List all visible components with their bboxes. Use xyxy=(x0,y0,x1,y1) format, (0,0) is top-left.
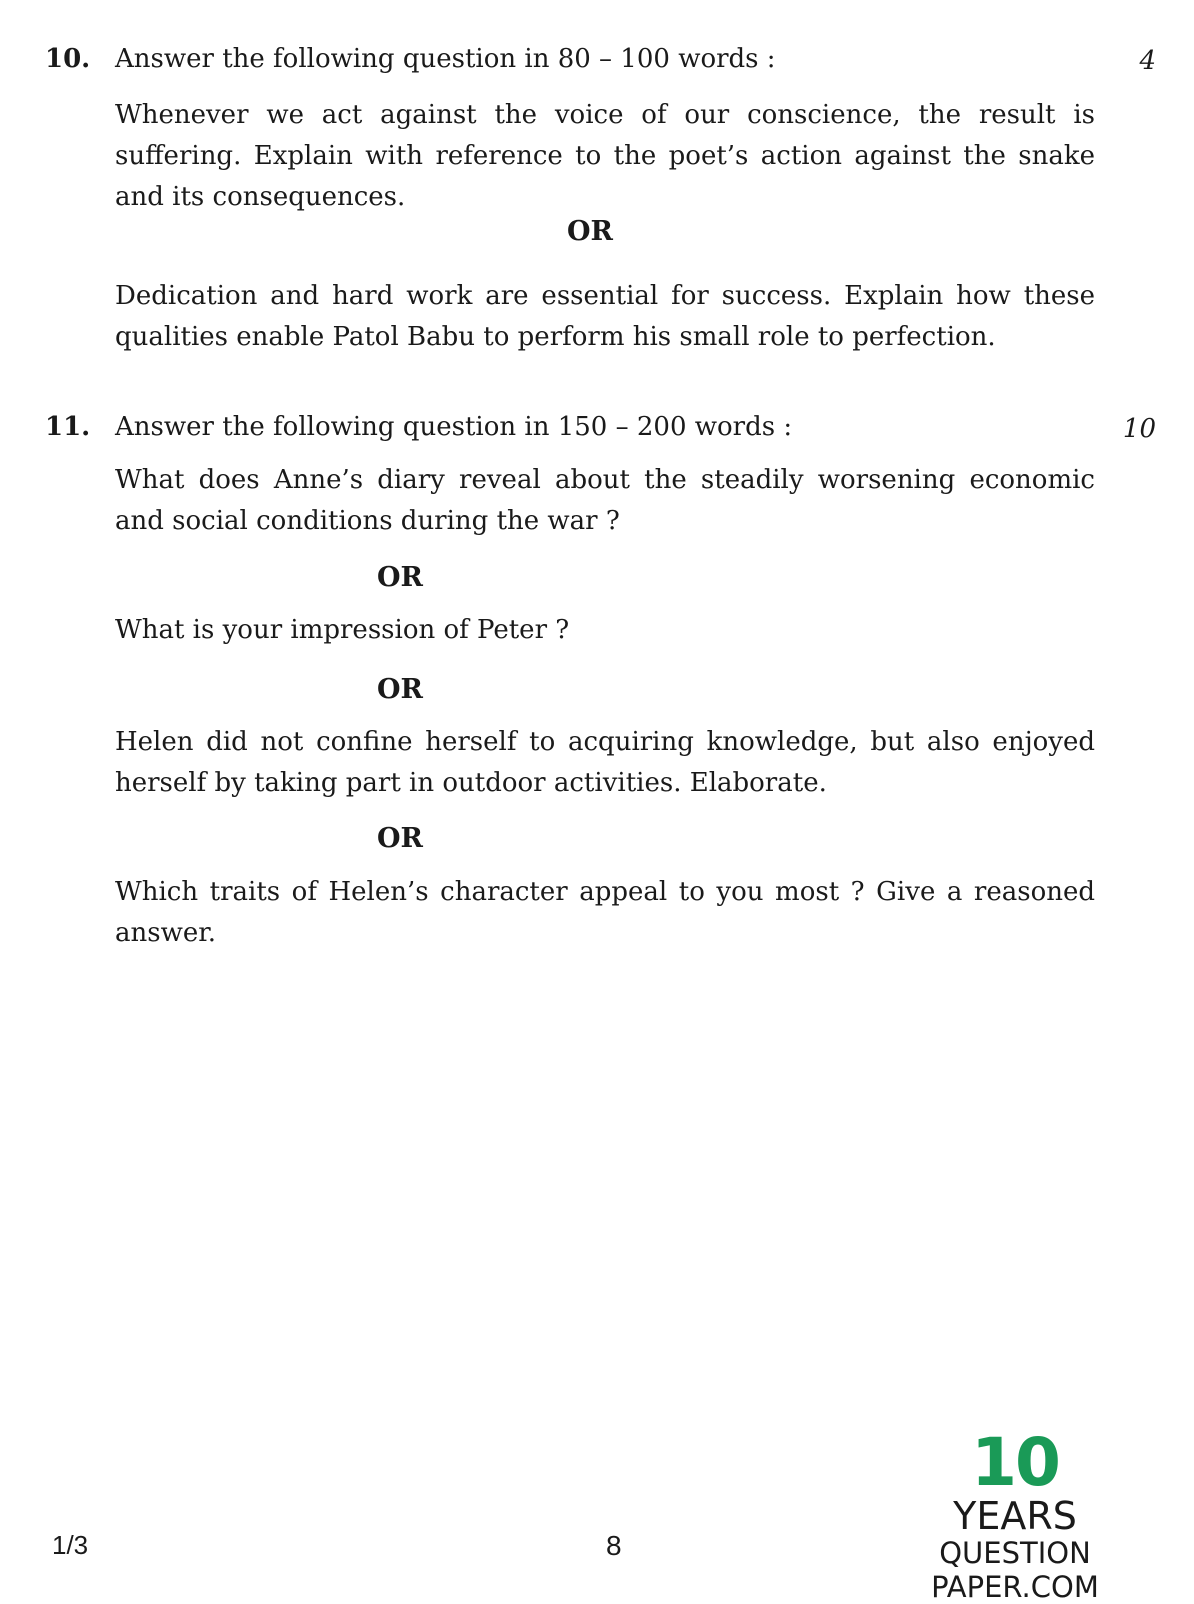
question-10-option-1: Whenever we act against the voice of our conscience, the result is suffering. Explain with reference to the poet’s action against the snake and its consequences. xyxy=(115,100,1095,212)
or-separator: OR xyxy=(567,216,613,247)
question-11-instruction: Answer the following question in 150 – 200 words : xyxy=(115,412,793,442)
or-separator: OR xyxy=(377,823,423,854)
logo-number: 10 xyxy=(971,1424,1059,1501)
question-10-instruction: Answer the following question in 80 – 100 words : xyxy=(115,44,776,74)
question-10-option-2: Dedication and hard work are essential for success. Explain how these qualities enable Patol Babu to perform his small role to perfection. xyxy=(115,281,1095,352)
logo-site: QUESTION PAPER.COM xyxy=(931,1536,1099,1604)
or-separator: OR xyxy=(377,674,423,705)
page-number: 8 xyxy=(606,1530,622,1561)
or-separator: OR xyxy=(377,562,423,593)
question-11-option-2: What is your impression of Peter ? xyxy=(115,615,570,645)
logo-years: YEARS xyxy=(953,1494,1077,1538)
question-10-marks: 4 xyxy=(1139,46,1156,76)
site-logo xyxy=(880,1424,1150,1604)
question-11-option-3: Helen did not confine herself to acquiring knowledge, but also enjoyed herself by taking part in outdoor activities. Elaborate. xyxy=(115,727,1095,798)
question-10-number: 10. xyxy=(45,44,91,74)
question-11-option-1: What does Anne’s diary reveal about the steadily worsening economic and social conditions during the war ? xyxy=(115,465,1095,536)
question-11-marks: 10 xyxy=(1122,414,1156,444)
question-11-number: 11. xyxy=(45,412,91,442)
question-11-option-4: Which traits of Helen’s character appeal to you most ? Give a reasoned answer. xyxy=(115,877,1095,948)
paper-code: 1/3 xyxy=(52,1530,89,1560)
